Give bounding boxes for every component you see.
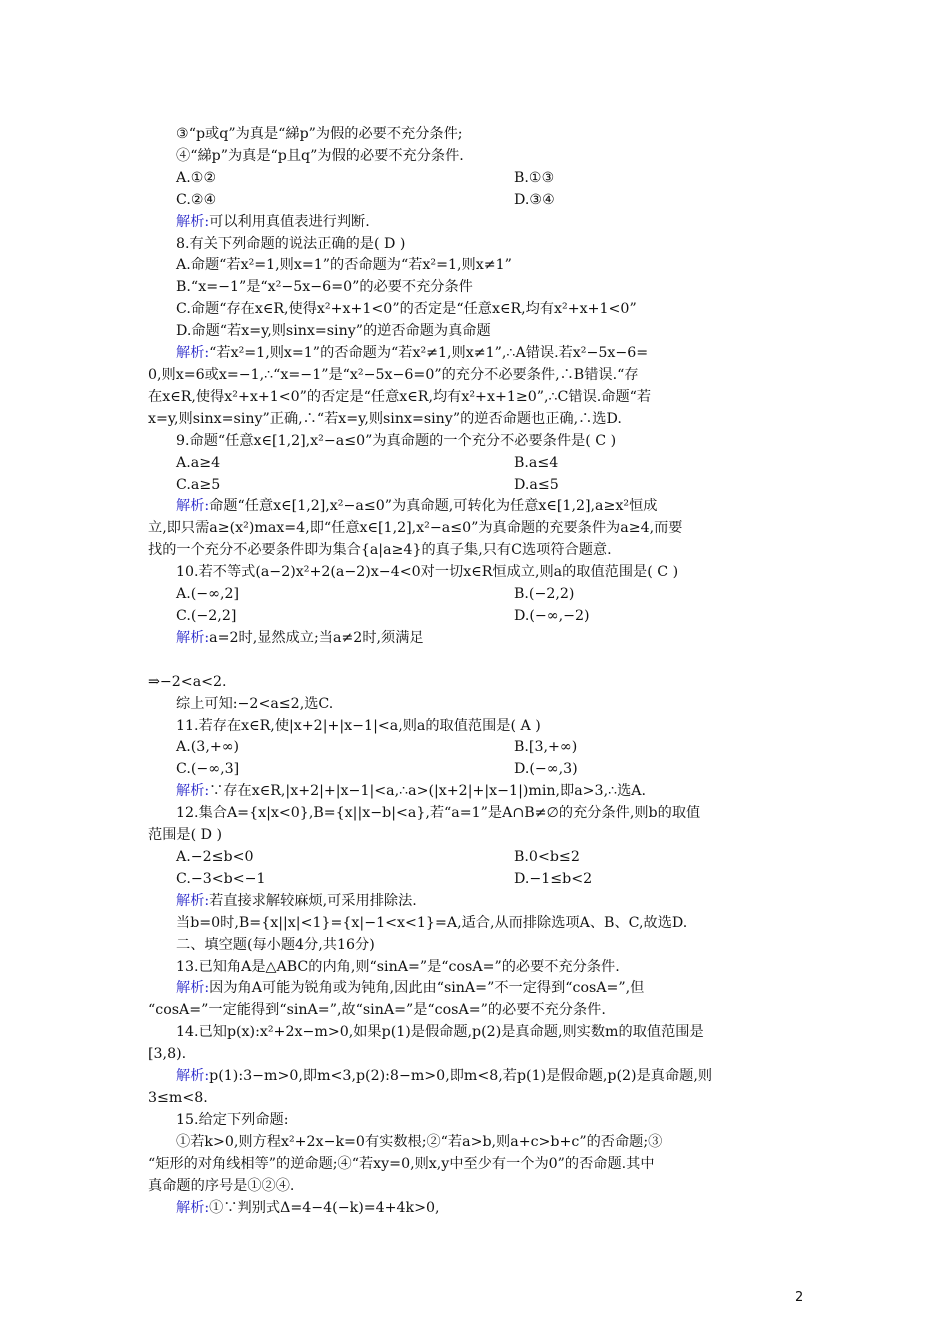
continuation-line: ⇒−2<a<2. (148, 673, 227, 690)
option-row (148, 759, 810, 781)
text-line: 14.已知p(x):x²+2x−m>0,如果p(1)是假命题,p(2)是真命题,则实数m的取值范围是 (176, 1024, 704, 1041)
text-line: 15.给定下列命题: (176, 1111, 289, 1128)
option-right: B.[3,+∞) (514, 739, 578, 756)
option-right: D.a≤5 (514, 476, 559, 493)
solution-text: 可以利用真值表进行判断. (209, 213, 370, 230)
option-right: D.③④ (514, 191, 555, 208)
option-left: C.(−2,2] (176, 607, 237, 624)
solution-line (148, 978, 810, 1000)
continuation-line: 在x∈R,使得x²+x+1<0”的否定是“任意x∈R,均有x²+x+1≥0”,∴C错误.命题“若 (148, 388, 652, 405)
option-row (148, 847, 810, 869)
solution-label: 解析: (176, 980, 210, 997)
solution-line (148, 891, 810, 913)
solution-label: 解析: (176, 498, 210, 515)
option-left: C.②④ (176, 191, 217, 208)
option-left: C.(−∞,3] (176, 761, 240, 778)
option-left: A.①② (176, 169, 217, 186)
option-left: C.−3<b<−1 (176, 870, 266, 887)
text-line: D.命题“若x=y,则sinx=siny”的逆否命题为真命题 (176, 323, 491, 340)
text-line: ③“p或q”为真是“綈p”为假的必要不充分条件; (176, 126, 463, 142)
option-left: C.a≥5 (176, 476, 221, 493)
solution-line (148, 343, 810, 365)
page-content (148, 124, 810, 1219)
option-row (148, 869, 810, 891)
solution-line (148, 628, 810, 650)
option-row (148, 168, 810, 190)
text-line: 13.已知角A是△ABC的内角,则“sinA=”是“cosA=”的必要不充分条件. (176, 958, 620, 975)
option-right: B.(−2,2) (514, 586, 575, 603)
solution-label: 解析: (176, 629, 210, 646)
option-right: B.a≤4 (514, 454, 559, 471)
continuation-line: x=y,则sinx=siny”正确,∴“若x=y,则sinx=siny”的逆否命题也正确,∴选D. (148, 410, 622, 427)
text-line: ①若k>0,则方程x²+2x−k=0有实数根;②“若a>b,则a+c>b+c”的否命题;③ (176, 1133, 663, 1150)
continuation-line: 3≤m<8. (148, 1089, 208, 1106)
option-right: D.−1≤b<2 (514, 870, 593, 887)
text-line: 8.有关下列命题的说法正确的是( D ) (176, 235, 406, 252)
text-line: 11.若存在x∈R,使|x+2|+|x−1|<a,则a的取值范围是( A ) (176, 717, 541, 734)
text-line: 综上可知:−2<a≤2,选C. (176, 695, 334, 712)
option-row (148, 584, 810, 606)
option-left: A.(−∞,2] (176, 586, 240, 603)
continuation-line: “cosA=”一定能得到“sinA=”,故“sinA=”是“cosA=”的必要不充分条件. (148, 1002, 606, 1019)
option-left: A.(3,+∞) (176, 739, 240, 756)
continuation-line: 真命题的序号是①②④. (148, 1177, 295, 1194)
text-line: 9.命题“任意x∈[1,2],x²−a≤0”为真命题的一个充分不必要条件是( C ) (176, 432, 617, 449)
solution-text: 若直接求解较麻烦,可采用排除法. (209, 892, 417, 909)
text-line: C.命题“存在x∈R,使得x²+x+1<0”的否定是“任意x∈R,均有x²+x+1<0” (176, 301, 637, 318)
page-number: 2 (795, 1290, 804, 1305)
blank-line (148, 650, 810, 672)
text-line: 二、填空题(每小题4分,共16分) (176, 936, 375, 953)
text-line: 12.集合A={x|x<0},B={x||x−b|<a},若“a=1”是A∩B≠∅的充分条件,则b的取值 (176, 805, 701, 822)
solution-text: 因为角A可能为锐角或为钝角,因此由“sinA=”不一定得到“cosA=”,但 (209, 980, 645, 997)
solution-line (148, 212, 810, 234)
option-right: D.(−∞,−2) (514, 607, 590, 624)
solution-label: 解析: (176, 892, 210, 909)
text-line: ④“綈p”为真是“p且q”为假的必要不充分条件. (176, 147, 464, 164)
continuation-line: 0,则x=6或x=−1,∴“x=−1”是“x²−5x−6=0”的充分不必要条件,∴B错误.“存 (148, 366, 639, 383)
option-right: B.①③ (514, 169, 555, 186)
option-left: A.a≥4 (176, 454, 221, 471)
solution-line (148, 496, 810, 518)
continuation-line: 范围是( D ) (148, 827, 223, 844)
continuation-line: “矩形的对角线相等”的逆命题;④“若xy=0,则x,y中至少有一个为0”的否命题.其中 (148, 1155, 655, 1172)
option-left: A.−2≤b<0 (176, 849, 254, 865)
solution-text: 命题“任意x∈[1,2],x²−a≤0”为真命题,可转化为任意x∈[1,2],a≥x²恒成 (209, 498, 658, 515)
solution-line (148, 1066, 810, 1088)
text-line: A.命题“若x²=1,则x=1”的否命题为“若x²=1,则x≠1” (176, 257, 512, 274)
solution-text: “若x²=1,则x=1”的否命题为“若x²≠1,则x≠1”,∴A错误.若x²−5x−6= (209, 345, 649, 362)
solution-label: 解析: (176, 783, 210, 800)
solution-label: 解析: (176, 213, 210, 230)
text-line: 10.若不等式(a−2)x²+2(a−2)x−4<0对一切x∈R恒成立,则a的取值范围是( C ) (176, 564, 679, 581)
solution-label: 解析: (176, 1068, 210, 1085)
option-right: D.(−∞,3) (514, 761, 578, 778)
solution-line (148, 1198, 810, 1220)
solution-text: p(1):3−m>0,即m<3,p(2):8−m>0,即m<8,若p(1)是假命题,p(2)是真命题,则 (209, 1068, 713, 1085)
solution-label: 解析: (176, 1199, 210, 1216)
option-row (148, 737, 810, 759)
text-line: B.“x=−1”是“x²−5x−6=0”的必要不充分条件 (176, 279, 473, 296)
solution-text: a=2时,显然成立;当a≠2时,须满足 (209, 629, 424, 646)
option-row (148, 606, 810, 628)
solution-label: 解析: (176, 345, 210, 362)
option-row (148, 453, 810, 475)
solution-text: ①∵判别式Δ=4−4(−k)=4+4k>0, (209, 1199, 440, 1216)
continuation-line: 立,即只需a≥(x²)max=4,即“任意x∈[1,2],x²−a≤0”为真命题的充要条件为a≥4,而要 (148, 520, 683, 537)
option-row (148, 475, 810, 497)
continuation-line: [3,8). (148, 1046, 187, 1063)
solution-line (148, 781, 810, 803)
option-row (148, 190, 810, 212)
text-line: 当b=0时,B={x||x|<1}={x|−1<x<1}=A,适合,从而排除选项A、B、C,故选D. (176, 914, 688, 931)
solution-text: ∵存在x∈R,|x+2|+|x−1|<a,∴a>(|x+2|+|x−1|)min,即a>3,∴选A. (209, 783, 647, 800)
continuation-line: 找的一个充分不必要条件即为集合{a|a≥4}的真子集,只有C选项符合题意. (148, 542, 612, 559)
option-right: B.0<b≤2 (514, 849, 580, 865)
